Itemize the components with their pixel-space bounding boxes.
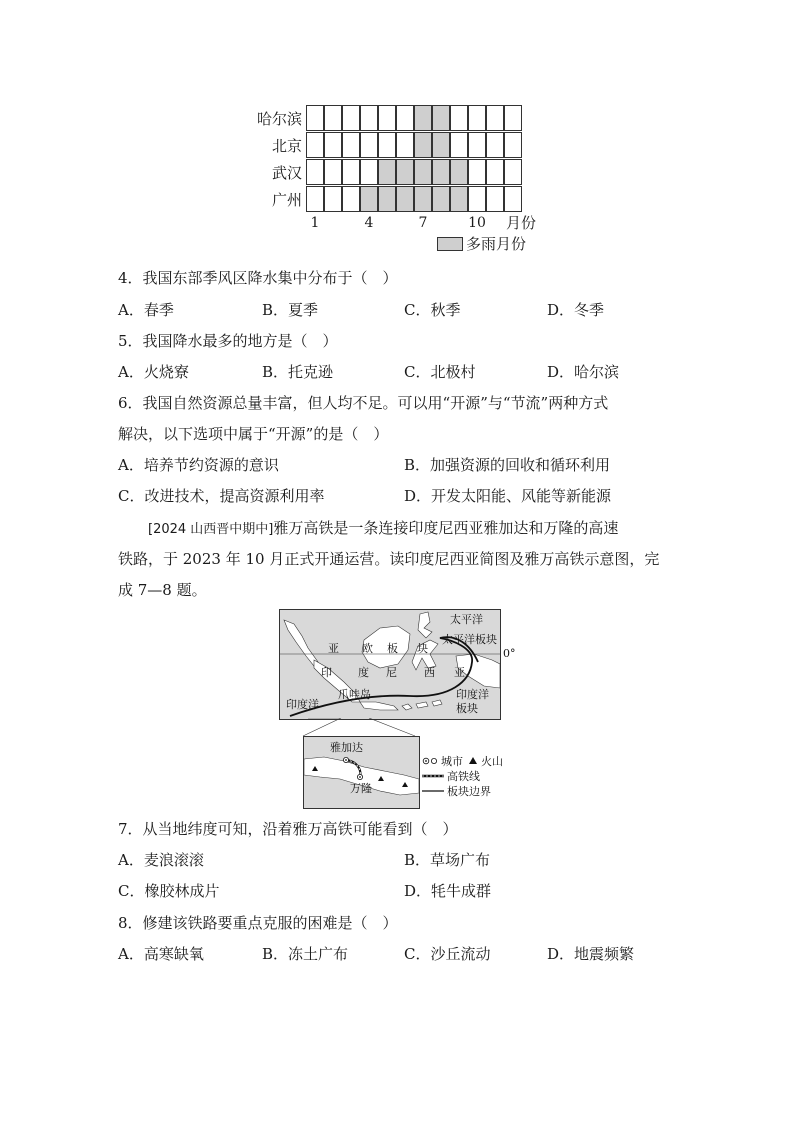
question-5-option-d: D．哈尔滨 xyxy=(547,363,620,381)
rainy-month-cell xyxy=(450,186,468,212)
label-jakarta: 雅加达 xyxy=(330,741,363,754)
legend-volcano-label: 火山 xyxy=(481,755,503,768)
passage-line2: 铁路，于 2023 年 10 月正式开通运营。读印度尼西亚简图及雅万高铁示意图，完 xyxy=(118,550,660,568)
question-7-option-a: A．麦浪滚滚 xyxy=(118,851,204,869)
label-eurasian-plate-1: 亚 xyxy=(328,642,339,655)
question-5-option-c: C．北极村 xyxy=(404,363,476,381)
question-6-option-c: C．改进技术，提高资源利用率 xyxy=(118,487,325,505)
label-eurasian-plate-2: 欧 xyxy=(362,642,373,655)
legend-swatch xyxy=(437,237,463,251)
label-eurasian-plate-3: 板 xyxy=(387,642,398,655)
month-cell xyxy=(486,105,504,131)
city-label: 广州 xyxy=(271,191,302,209)
question-6-option-b: B．加强资源的回收和循环利用 xyxy=(404,456,611,474)
rainy-month-cell xyxy=(360,186,378,212)
question-8-option-d: D．地震频繁 xyxy=(547,945,635,963)
label-pacific-plate: 太平洋板块 xyxy=(442,633,497,646)
label-indo-plate-1: 印度洋 xyxy=(456,688,489,701)
legend-railway-label: 高铁线 xyxy=(447,770,480,783)
city-label: 哈尔滨 xyxy=(256,110,302,128)
grid-row xyxy=(306,159,523,185)
city-label: 北京 xyxy=(271,137,302,155)
month-tick: 10 xyxy=(468,215,486,231)
volcano-icon xyxy=(468,755,478,765)
java-inset-map xyxy=(303,736,420,809)
question-4-option-b: B．夏季 xyxy=(262,301,319,319)
rainy-month-cell xyxy=(414,186,432,212)
grid-row xyxy=(306,132,523,158)
month-cell xyxy=(468,132,486,158)
month-tick: 7 xyxy=(418,215,428,231)
month-cell xyxy=(342,186,360,212)
month-cell xyxy=(396,105,414,131)
rainy-month-cell xyxy=(378,159,396,185)
label-bandung: 万隆 xyxy=(350,782,372,795)
rainy-month-cell xyxy=(414,132,432,158)
legend-label: 多雨月份 xyxy=(466,235,527,253)
question-8-option-c: C．沙丘流动 xyxy=(404,945,491,963)
rainy-month-cell xyxy=(432,186,450,212)
question-8-stem: 8．修建该铁路要重点克服的困难是（ ） xyxy=(118,914,398,932)
month-cell xyxy=(306,132,324,158)
rainy-month-cell xyxy=(414,105,432,131)
passage-line1 xyxy=(148,518,618,540)
label-pacific-ocean: 太平洋 xyxy=(450,613,483,626)
month-cell xyxy=(504,186,522,212)
legend-boundary-label: 板块边界 xyxy=(447,785,491,798)
label-indo-plate-2: 板块 xyxy=(456,702,478,715)
rainy-month-cell xyxy=(396,186,414,212)
passage-source: [2024 山西晋中期中] xyxy=(148,522,274,537)
rainy-month-cell xyxy=(432,105,450,131)
question-4-option-c: C．秋季 xyxy=(404,301,461,319)
label-indonesia-4: 西 xyxy=(424,666,435,679)
month-cell xyxy=(342,159,360,185)
question-7-option-b: B．草场广布 xyxy=(404,851,491,869)
month-cell xyxy=(360,132,378,158)
question-5-stem: 5．我国降水最多的地方是（ ） xyxy=(118,332,338,350)
question-8-option-a: A．高寒缺氧 xyxy=(118,945,204,963)
question-6-stem-line1: 6．我国自然资源总量丰富，但人均不足。可以用“开源”与“节流”两种方式 xyxy=(118,394,609,412)
question-7-stem: 7．从当地纬度可知，沿着雅万高铁可能看到（ ） xyxy=(118,820,458,838)
question-4-option-a: A．春季 xyxy=(118,301,174,319)
month-cell xyxy=(504,159,522,185)
month-cell xyxy=(360,105,378,131)
month-cell xyxy=(468,186,486,212)
month-tick: 4 xyxy=(364,215,374,231)
question-7-option-d: D．牦牛成群 xyxy=(404,882,492,900)
question-6-option-a: A．培养节约资源的意识 xyxy=(118,456,279,474)
legend-city-label: 城市 xyxy=(441,755,463,768)
month-unit-label: 月份 xyxy=(506,214,537,232)
month-cell xyxy=(342,132,360,158)
month-cell xyxy=(504,105,522,131)
rainy-month-cell xyxy=(432,159,450,185)
month-cell xyxy=(378,105,396,131)
label-indonesia-1: 印 xyxy=(321,666,332,679)
rainy-month-cell xyxy=(414,159,432,185)
month-cell xyxy=(396,132,414,158)
question-8-option-b: B．冻土广布 xyxy=(262,945,349,963)
month-cell xyxy=(450,132,468,158)
passage-line3: 成 7—8 题。 xyxy=(118,581,207,599)
month-cell xyxy=(378,132,396,158)
label-indian-ocean: 印度洋 xyxy=(286,698,319,711)
question-4-stem: 4．我国东部季风区降水集中分布于（ ） xyxy=(118,269,398,287)
question-7-option-c: C．橡胶林成片 xyxy=(118,882,220,900)
month-cell xyxy=(486,186,504,212)
grid-row xyxy=(306,105,523,131)
grid-row xyxy=(306,186,523,212)
label-indonesia-3: 尼 xyxy=(386,666,397,679)
month-cell xyxy=(324,105,342,131)
indonesia-map xyxy=(279,609,516,720)
month-cell xyxy=(504,132,522,158)
month-cell xyxy=(306,159,324,185)
label-java: 爪哇岛 xyxy=(338,688,371,701)
rainy-month-cell xyxy=(396,159,414,185)
month-cell xyxy=(468,159,486,185)
question-6-option-d: D．开发太阳能、风能等新能源 xyxy=(404,487,612,505)
month-cell xyxy=(486,132,504,158)
month-cell xyxy=(306,105,324,131)
rainy-month-cell xyxy=(378,186,396,212)
label-indonesia-2: 度 xyxy=(358,666,369,679)
month-cell xyxy=(324,132,342,158)
question-5-option-b: B．托克逊 xyxy=(262,363,334,381)
month-cell xyxy=(306,186,324,212)
month-cell xyxy=(450,105,468,131)
label-equator: 0° xyxy=(503,647,516,660)
month-cell xyxy=(360,159,378,185)
month-cell xyxy=(342,105,360,131)
question-6-stem-line2: 解决，以下选项中属于“开源”的是（ ） xyxy=(118,425,389,443)
month-cell xyxy=(324,186,342,212)
label-eurasian-plate-4: 块 xyxy=(417,642,428,655)
question-4-option-d: D．冬季 xyxy=(547,301,605,319)
passage-line1-text: 雅万高铁是一条连接印度尼西亚雅加达和万隆的高速 xyxy=(273,519,619,537)
month-cell xyxy=(486,159,504,185)
city-label: 武汉 xyxy=(271,164,302,182)
rainy-month-cell xyxy=(432,132,450,158)
label-indonesia-5: 亚 xyxy=(454,666,465,679)
question-5-option-a: A．火烧寮 xyxy=(118,363,189,381)
month-tick: 1 xyxy=(310,215,320,231)
month-cell xyxy=(468,105,486,131)
rainy-month-cell xyxy=(450,159,468,185)
month-cell xyxy=(324,159,342,185)
